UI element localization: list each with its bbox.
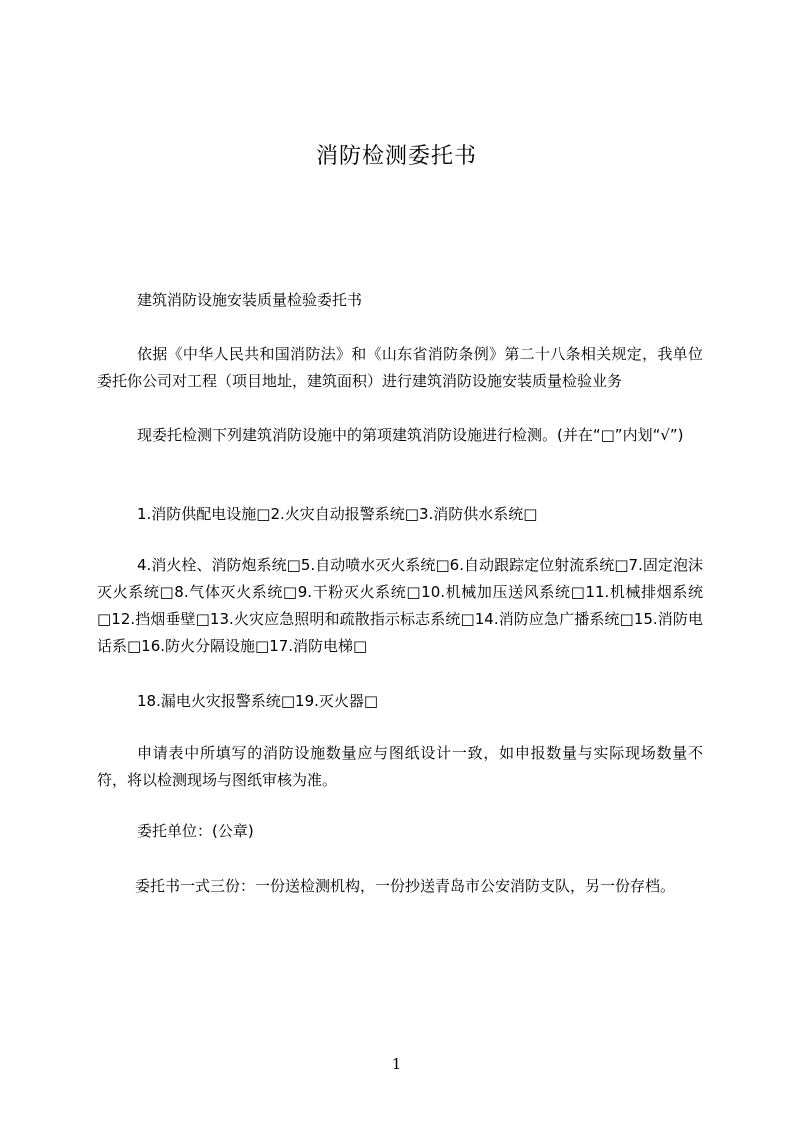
facility-list-line-2: 4.消火栓、消防炮系统□5.自动喷水灭火系统□6.自动跟踪定位射流系统□7.固定泡沫灭火系统□8.气体灭火系统□9.干粉灭火系统□10.机械加压送风系统□11.机械排烟系统□12.挡烟垂壁□13.火灾应急照明和疏散指示标志系统□14.消防应急广播系统□15.消防电话系□16.防火分隔设施□17.消防电梯□ (97, 556, 703, 655)
facility-list-line-3: 18.漏电火灾报警系统□19.灭火器□ (137, 692, 379, 710)
facility-list-line-1: 1.消防供配电设施□2.火灾自动报警系统□3.消防供水系统□ (137, 505, 538, 523)
document-title: 消防检测委托书 (315, 144, 477, 169)
client-unit-paragraph: 委托单位：(公章) (137, 822, 254, 840)
inspection-request-paragraph: 现委托检测下列建筑消防设施中的第项建筑消防设施进行检测。(并在“□”内划“√”) (137, 426, 684, 444)
copies-note-paragraph: 委托书一式三份：一份送检测机构，一份抄送青岛市公安消防支队，另一份存档。 (135, 877, 676, 895)
page-number: 1 (391, 1055, 402, 1073)
quantity-note-paragraph: 申请表中所填写的消防设施数量应与图纸设计一致，如申报数量与实际现场数量不符，将以检测现场与图纸审核为准。 (97, 744, 703, 789)
legal-basis-paragraph: 依据《中华人民共和国消防法》和《山东省消防条例》第二十八条相关规定，我单位委托你公司对工程（项目地址，建筑面积）进行建筑消防设施安装质量检验业务 (97, 345, 703, 390)
subtitle-paragraph: 建筑消防设施安装质量检验委托书 (137, 291, 363, 309)
